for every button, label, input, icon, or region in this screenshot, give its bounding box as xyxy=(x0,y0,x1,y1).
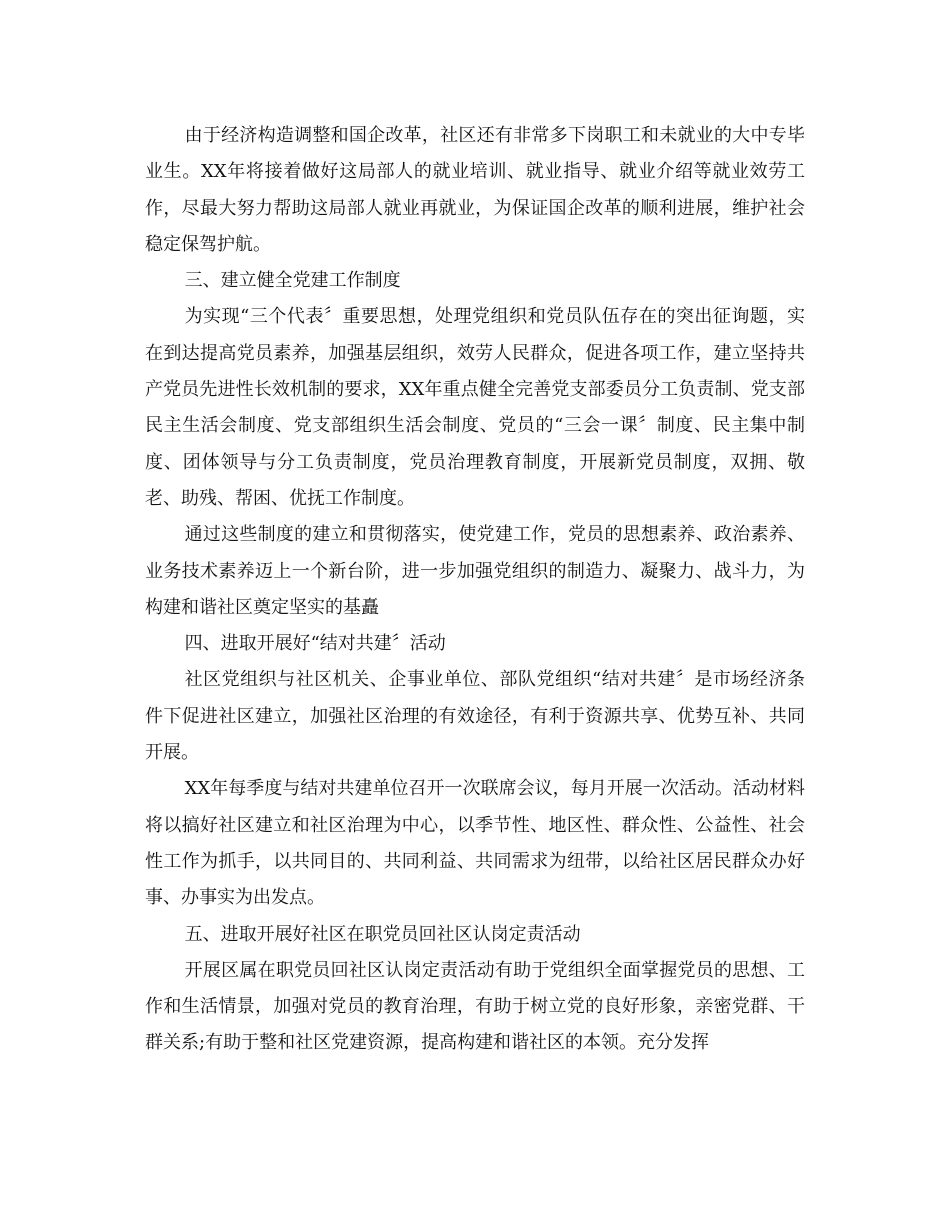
section-heading-5: 五、进取开展好社区在职党员回社区认岗定责活动 xyxy=(184,923,581,945)
paragraph-employment: 由于经济构造调整和国企改革，社区还有非常多下岗职工和未就业的大中专毕业生。XX年将接着做好这局部人的就业培训、就业指导、就业介绍等就业效劳工作，尽最大努力帮助这局部人就业再就业，为保证国企改革的顺利进展，维护社会稳定保驾护航。 xyxy=(145,125,805,255)
document-body xyxy=(145,118,805,1062)
paragraph-in-service-members: 开展区属在职党员回社区认岗定责活动有助于党组织全面掌握党员的思想、工作和生活情景，加强对党员的教育治理，有助于树立党的良好形象，亲密党群、干群关系;有助于整和社区党建资源，提高构建和谐社区的本领。充分发挥 xyxy=(145,959,805,1054)
section-heading-3: 三、建立健全党建工作制度 xyxy=(184,270,401,292)
paragraph-joint-building: 社区党组织与社区机关、企事业单位、部队党组织“结对共建〞是市场经济条件下促进社区建立，加强社区治理的有效途径，有利于资源共享、优势互补、共同开展。 xyxy=(145,669,805,764)
paragraph-party-system: 为实现“三个代表〞重要思想，处理党组织和党员队伍存在的突出征询题，实在到达提高党员素养，加强基层组织，效劳人民群众，促进各项工作，建立坚持共产党员先进性长效机制的要求，XX年重点健全完善党支部委员分工负责制、党支部民主生活会制度、党支部组织生活会制度、党员的“三会一课〞制度、民主集中制度、团体领导与分工负责制度，党员治理教育制度，开展新党员制度，双拥、敬老、助残、帮困、优抚工作制度。 xyxy=(145,306,805,509)
section-heading-4: 四、进取开展好“结对共建〞活动 xyxy=(184,633,446,655)
paragraph-implementation: 通过这些制度的建立和贯彻落实，使党建工作，党员的思想素养、政治素养、业务技术素养迈上一个新台阶，进一步加强党组织的制造力、凝聚力、战斗力，为构建和谐社区奠定坚实的基矗 xyxy=(145,524,805,618)
paragraph-quarterly-meetings: XX年每季度与结对共建单位召开一次联席会议，每月开展一次活动。活动材料将以搞好社区建立和社区治理为中心，以季节性、地区性、群众性、公益性、社会性工作为抓手，以共同目的、共同利益、共同需求为纽带，以给社区居民群众办好事、办事实为出发点。 xyxy=(145,778,805,909)
